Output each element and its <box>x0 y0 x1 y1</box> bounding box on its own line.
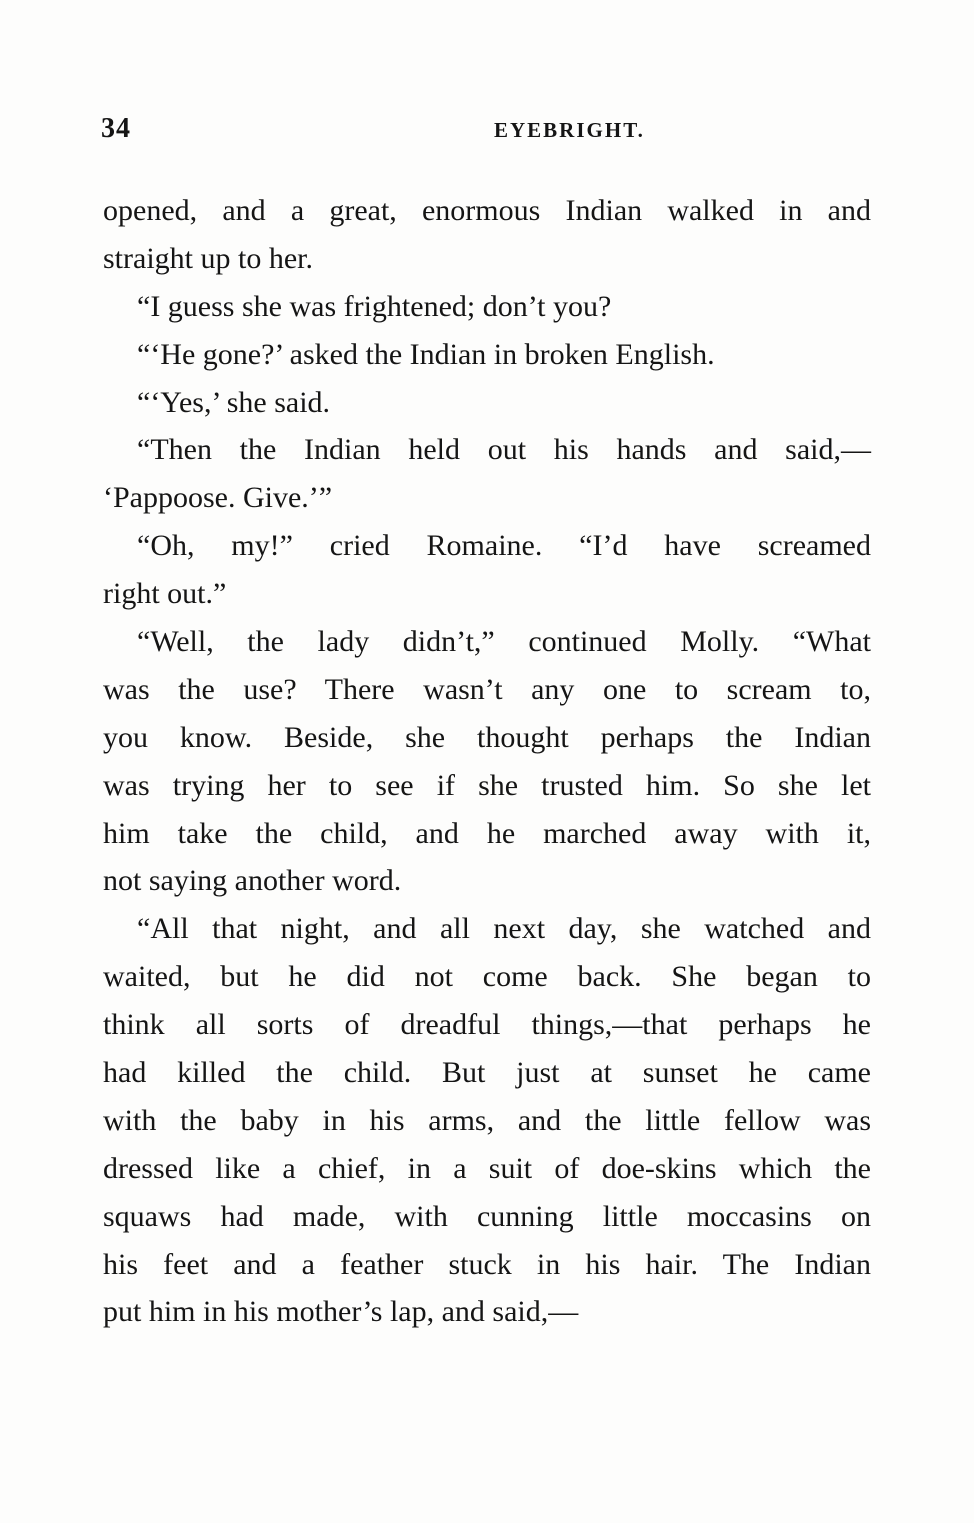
text-line: think all sorts of dreadful things,—that perhaps he <box>103 1008 871 1042</box>
text-line: “I guess she was frightened; don’t you? <box>137 289 612 323</box>
page-number: 34 <box>101 113 131 144</box>
body-text <box>103 187 871 1336</box>
text-line: “Oh, my!” cried Romaine. “I’d have screamed <box>137 529 871 563</box>
text-line: “‘Yes,’ she said. <box>137 385 331 419</box>
text-line: with the baby in his arms, and the little fellow was <box>103 1103 871 1137</box>
text-line: his feet and a feather stuck in his hair. The Indian <box>103 1247 871 1281</box>
text-line: straight up to her. <box>103 241 313 275</box>
text-line: “All that night, and all next day, she watched and <box>137 912 871 946</box>
text-line: dressed like a chief, in a suit of doe-skins which the <box>103 1151 871 1185</box>
text-line: waited, but he did not come back. She began to <box>103 960 871 994</box>
text-line: ‘Pappoose. Give.’” <box>103 481 333 515</box>
text-line: had killed the child. But just at sunset he came <box>103 1056 871 1090</box>
text-line: was the use? There wasn’t any one to scream to, <box>103 672 871 706</box>
text-line: not saying another word. <box>103 864 402 898</box>
text-line: was trying her to see if she trusted him. So she let <box>103 768 871 802</box>
running-head: EYEBRIGHT. <box>494 118 645 142</box>
text-line: right out.” <box>103 577 227 611</box>
text-line: you know. Beside, she thought perhaps the Indian <box>103 720 871 754</box>
text-line: opened, and a great, enormous Indian walked in and <box>103 194 871 227</box>
text-line: put him in his mother’s lap, and said,— <box>103 1295 579 1329</box>
page-header <box>101 113 871 153</box>
text-line: “Then the Indian held out his hands and said,— <box>137 433 871 467</box>
text-line: “‘He gone?’ asked the Indian in broken English. <box>137 337 715 371</box>
text-line: squaws had made, with cunning little moccasins on <box>103 1199 871 1233</box>
text-line: “Well, the lady didn’t,” continued Molly. “What <box>137 625 871 659</box>
text-line: him take the child, and he marched away with it, <box>103 816 871 850</box>
